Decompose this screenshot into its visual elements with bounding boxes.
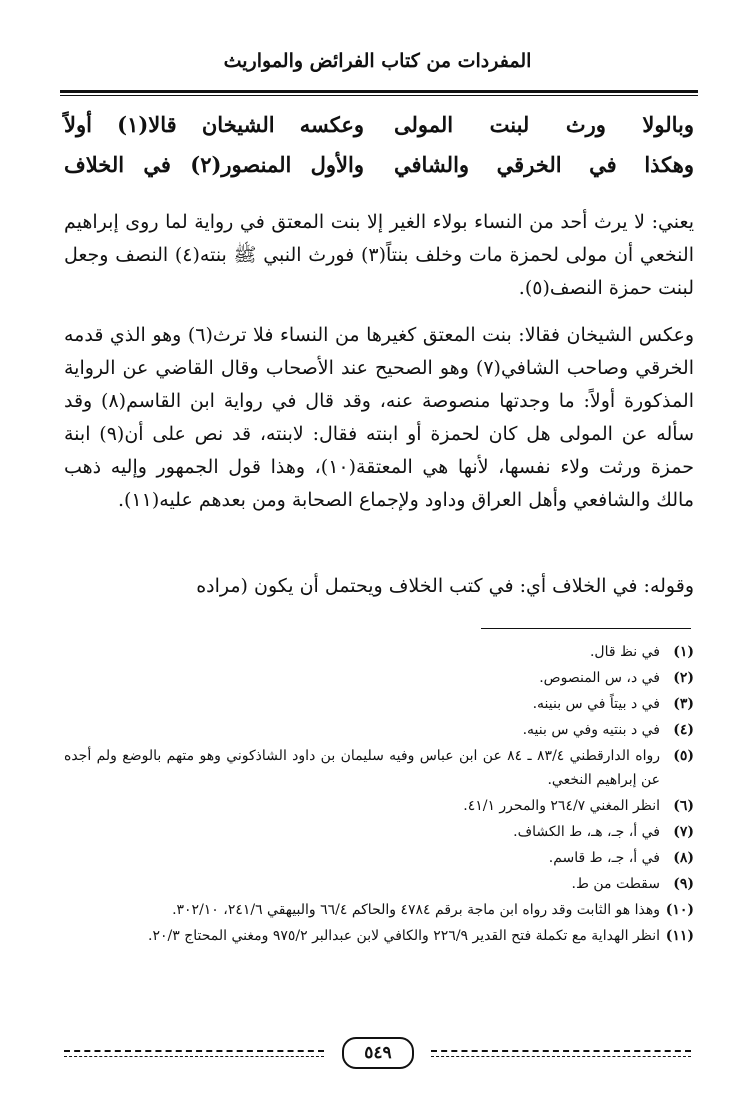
- commentary-paragraph-2: وعكس الشيخان فقالا: بنت المعتق كغيرها من النساء فلا ترث(٦) وهو الذي قدمه الخرقي وصاحب الشافي(٧) وهو الصحيح عند الأصحاب وقال القاضي عن الرواية المذكورة أولاً: ما وجدتها منصوصة عنه، وقد قال في رواية ابن القاسم(٨) وقد سأله عن المولى هل كان لحمزة أو ابنته فقال: لابنته، قد نص على أن(٩) ابنة حمزة ورثت ولاء نفسها، لأنها هي المعتقة(١٠)، وهذا قول الجمهور وإليه ذهب مالك والشافعي وأهل العراق وداود ولإجماع الصحابة ومن بعدهم عليه(١١).: [64, 324, 695, 511]
- commentary-paragraph-1: يعني: لا يرث أحد من النساء بولاء الغير إلا بنت المعتق في رواية لما روى إبراهيم النخعي أن مولى لحمزة مات وخلف بنتاً(٣) فورث النبي ﷺ بنته(٤) النصف وجعل لبنت حمزة النصف(٥).: [64, 211, 694, 299]
- verse-1-first-hemistich: وبالولا ورث لبنت المولى: [394, 112, 694, 137]
- footnote-text: في د، س المنصوص.: [539, 670, 660, 686]
- footnote-number: (٢): [673, 670, 694, 686]
- footnote-number: (٥): [673, 748, 694, 764]
- page-number: ٥٤٩: [342, 1037, 414, 1069]
- header-rule: [60, 90, 698, 93]
- verse-1-second-hemistich: وعكسه الشيخان قالا(١) أولاً: [64, 112, 365, 137]
- footnote-number: (٣): [673, 696, 694, 712]
- footnote-item: [64, 744, 694, 792]
- footnote-number: (١٠): [665, 902, 694, 918]
- footnote-text: رواه الدارقطني ٨٣/٤ ـ ٨٤ عن ابن عباس وفيه سليمان بن داود الشاذكوني وهو متهم بالوضع ولم أجده عن إبراهيم النخعي.: [64, 748, 660, 788]
- footnote-item: [64, 846, 694, 870]
- footnote-number: (١١): [665, 928, 694, 944]
- footnote-text: في أ، جـ، هـ، ط الكشاف.: [513, 824, 660, 840]
- footer-ornament-line-right-thin: [431, 1056, 691, 1057]
- verse-2-first-hemistich: وهكذا في الخرقي والشافي: [394, 152, 694, 177]
- footnote-item: [64, 872, 694, 896]
- verse-2-second-hemistich: والأول المنصور(٢) في الخلاف: [64, 152, 364, 177]
- footnote-item: [64, 898, 694, 922]
- footnote-text: سقطت من ط.: [571, 876, 660, 892]
- footnote-number: (١): [673, 644, 694, 660]
- footnote-number: (٦): [673, 798, 694, 814]
- footnote-separator: [481, 628, 691, 629]
- footnote-item: [64, 666, 694, 690]
- footnote-item: [64, 794, 694, 818]
- footnote-text: في أ، جـ، ط قاسم.: [548, 850, 660, 866]
- footnote-number: (٧): [673, 824, 694, 840]
- footnotes-list: [64, 640, 694, 950]
- footnote-item: [64, 640, 694, 664]
- commentary-paragraph-3: وقوله: في الخلاف أي: في كتب الخلاف ويحتمل أن يكون (مراده: [196, 575, 694, 597]
- running-header-title: المفردات من كتاب الفرائض والمواريث: [223, 50, 532, 72]
- footnote-item: [64, 718, 694, 742]
- footnote-text: وهذا هو الثابت وقد رواه ابن ماجة برقم ٤٧٨٤ والحاكم ٦٦/٤ والبيهقي ٢٤١/٦، ٣٠٢/١٠.: [172, 902, 660, 918]
- footnote-item: [64, 820, 694, 844]
- footnote-number: (٨): [673, 850, 694, 866]
- footnote-item: [64, 924, 694, 948]
- footnote-text: في د بنتيه وفي س بنيه.: [522, 722, 660, 738]
- footer-ornament-line-left: [64, 1050, 324, 1052]
- footnote-text: في د بيتاً في س بنينه.: [532, 696, 660, 712]
- footnote-text: انظر المغني ٢٦٤/٧ والمحرر ٤١/١.: [463, 798, 660, 814]
- footnote-item: [64, 692, 694, 716]
- footnote-number: (٩): [673, 876, 694, 892]
- footnote-number: (٤): [673, 722, 694, 738]
- footnote-text: انظر الهداية مع تكملة فتح القدير ٢٢٦/٩ والكافي لابن عبدالبر ٩٧٥/٢ ومغني المحتاج ٢٠/٣.: [148, 928, 660, 944]
- header-rule-thin: [60, 95, 698, 96]
- footnote-text: في نظ قال.: [589, 644, 660, 660]
- footer-ornament-line-left-thin: [64, 1056, 324, 1057]
- footer-ornament-line-right: [431, 1050, 691, 1052]
